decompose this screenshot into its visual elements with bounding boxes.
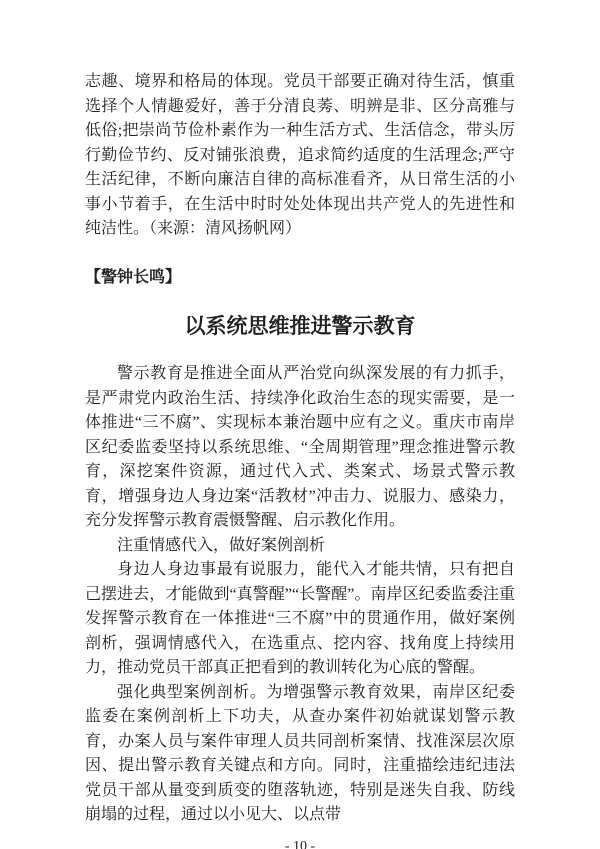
section-header: 【警钟长鸣】	[85, 268, 182, 286]
article-paragraph-2: 身边人身边事最有说服力，能代入才能共情，只有把自己摆进去，才能做到“真警醒”“长警醒”。南岸区纪委监委注重发挥警示教育在一体推进“三不腐”中的贯通作用，做好案例剖析，强调情感代入，在选重点、挖内容、找角度上持续用力，推动党员干部真正把看到的教训转化为心底的警醒。	[85, 561, 515, 676]
page-number: - 10 -	[284, 838, 316, 849]
article-title: 以系统思维推进警示教育	[184, 314, 416, 338]
leading-paragraph: 志趣、境界和格局的体现。党员干部要正确对待生活，慎重选择个人情趣爱好，善于分清良莠、明辨是非、区分高雅与低俗;把崇尚节俭朴素作为一种生活方式、生活信念，带头厉行勤俭节约、反对铺张浪费，追求简约适度的生活理念;严守生活纪律，不断向廉洁自律的高标准看齐，从日常生活的小事小节着手，在生活中时时处处体现出共产党人的先进性和纯洁性。（来源：清风扬帆网）	[85, 73, 515, 237]
article-paragraph-1: 警示教育是推进全面从严治党向纵深发展的有力抓手，是严肃党内政治生活、持续净化政治生态的现实需要，是一体推进“三不腐”、实现标本兼治题中应有之义。重庆市南岸区纪委监委坚持以系统思维、“全周期管理”理念推进警示教育，深挖案件资源，通过代入式、类案式、场景式警示教育，增强身边人身边案“活教材”冲击力、说服力、感染力，充分发挥警示教育震慑警醒、启示教化作用。	[85, 365, 515, 529]
article-subheading: 注重情感代入，做好案例剖析	[117, 536, 326, 554]
article-paragraph-3: 强化典型案例剖析。为增强警示教育效果，南岸区纪委监委在案例剖析上下功夫，从查办案件初始就谋划警示教育，办案人员与案件审理人员共同剖析案情、找准深层次原因、提出警示教育关键点和方向。同时，注重描绘违纪违法党员干部从量变到质变的堕落轨迹，特别是迷失自我、防线崩塌的过程，通过以小见大、以点带	[85, 683, 515, 823]
